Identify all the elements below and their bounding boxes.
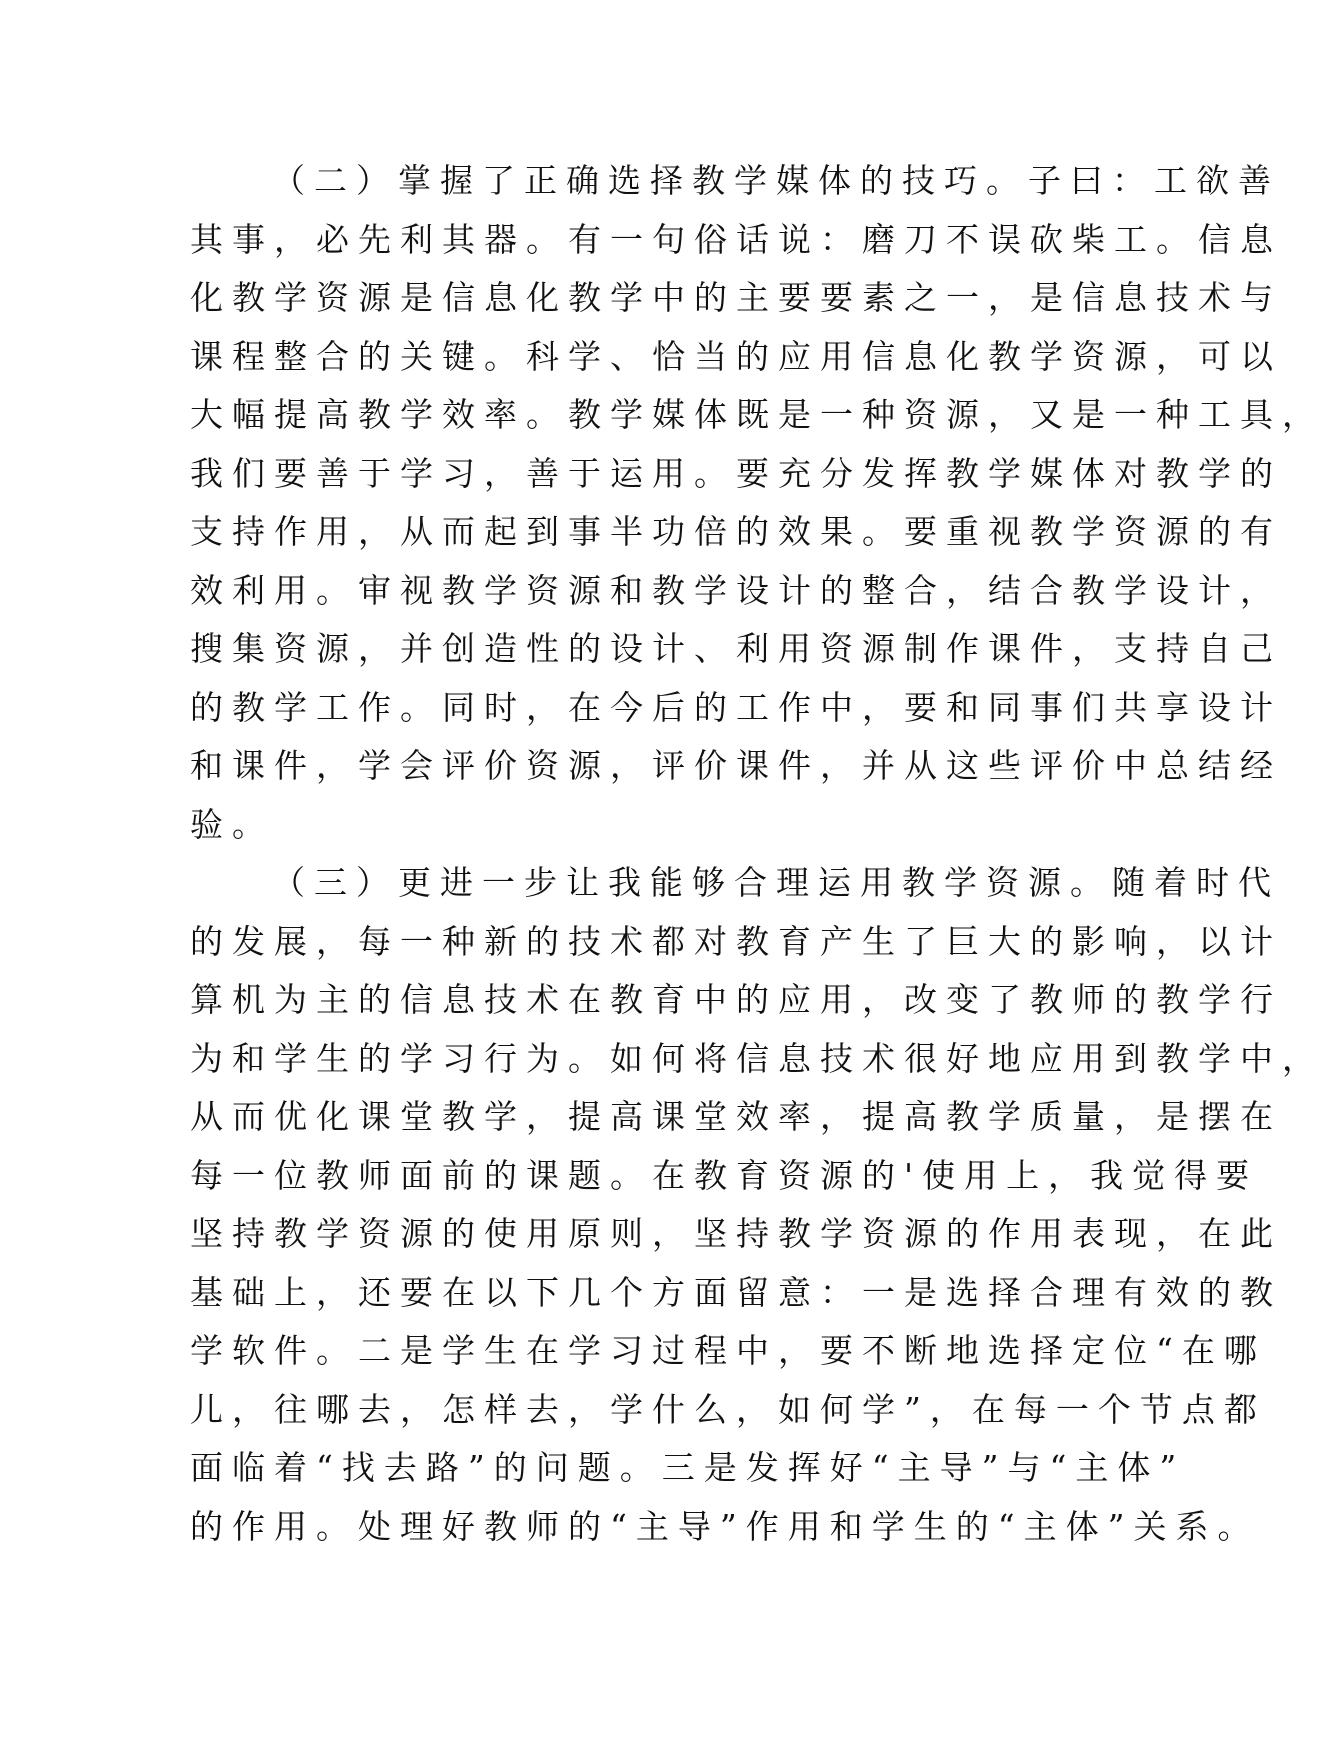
paragraph-3-line: 坚持教学资源的使用原则，坚持教学资源的作用表现，在此 [190, 1214, 1282, 1253]
paragraph-2-line: 我们要善于学习，善于运用。要充分发挥教学媒体对教学的 [190, 453, 1282, 493]
paragraph-2-line: 和课件，学会评价资源，评价课件，并从这些评价中总结经 [190, 746, 1282, 785]
paragraph-2-line: 课程整合的关键。科学、恰当的应用信息化教学资源，可以 [190, 336, 1282, 376]
document-body [190, 152, 1324, 1556]
paragraph-2-line: 验。 [190, 804, 274, 844]
paragraph-2-line: 效利用。审视教学资源和教学设计的整合，结合教学设计， [190, 570, 1282, 610]
paragraph-2-line: 大幅提高教学效率。教学媒体既是一种资源，又是一种工具， [190, 395, 1324, 434]
paragraph-2-line: 支持作用，从而起到事半功倍的效果。要重视教学资源的有 [190, 512, 1282, 551]
paragraph-3-line: 儿，往哪去，怎样去，学什么，如何学”，在每一个节点都 [190, 1389, 1266, 1429]
paragraph-3-line: 基础上，还要在以下几个方面留意：一是选择合理有效的教 [190, 1272, 1282, 1312]
paragraph-3-line: 为和学生的学习行为。如何将信息技术很好地应用到教学中， [190, 1038, 1324, 1078]
paragraph-2-line: 化教学资源是信息化教学中的主要要素之一，是信息技术与 [190, 278, 1282, 317]
paragraph-3-line: 学软件。二是学生在学习过程中，要不断地选择定位“在哪 [190, 1331, 1266, 1370]
paragraph-2-line: （二）掌握了正确选择教学媒体的技巧。子曰：工欲善 [272, 161, 1280, 200]
paragraph-2-line: 的教学工作。同时，在今后的工作中，要和同事们共享设计 [190, 687, 1282, 727]
paragraph-3-line: 算机为主的信息技术在教育中的应用，改变了教师的教学行 [190, 980, 1282, 1019]
paragraph-3-line: （三）更进一步让我能够合理运用教学资源。随着时代 [272, 863, 1280, 902]
paragraph-3-line: 的作用。处理好教师的“主导”作用和学生的“主体”关系。 [190, 1506, 1260, 1546]
paragraph-2-line: 其事，必先利其器。有一句俗话说：磨刀不误砍柴工。信息 [190, 219, 1282, 259]
paragraph-3-line: 每一位教师面前的课题。在教育资源的'使用上，我觉得要 [190, 1155, 1259, 1195]
paragraph-3-line: 的发展，每一种新的技术都对教育产生了巨大的影响，以计 [190, 921, 1282, 961]
paragraph-2-line: 搜集资源，并创造性的设计、利用资源制作课件，支持自己 [190, 629, 1282, 668]
paragraph-3-line: 面临着“找去路”的问题。三是发挥好“主导”与“主体” [190, 1448, 1186, 1487]
paragraph-3-line: 从而优化课堂教学，提高课堂效率，提高教学质量，是摆在 [190, 1097, 1282, 1136]
